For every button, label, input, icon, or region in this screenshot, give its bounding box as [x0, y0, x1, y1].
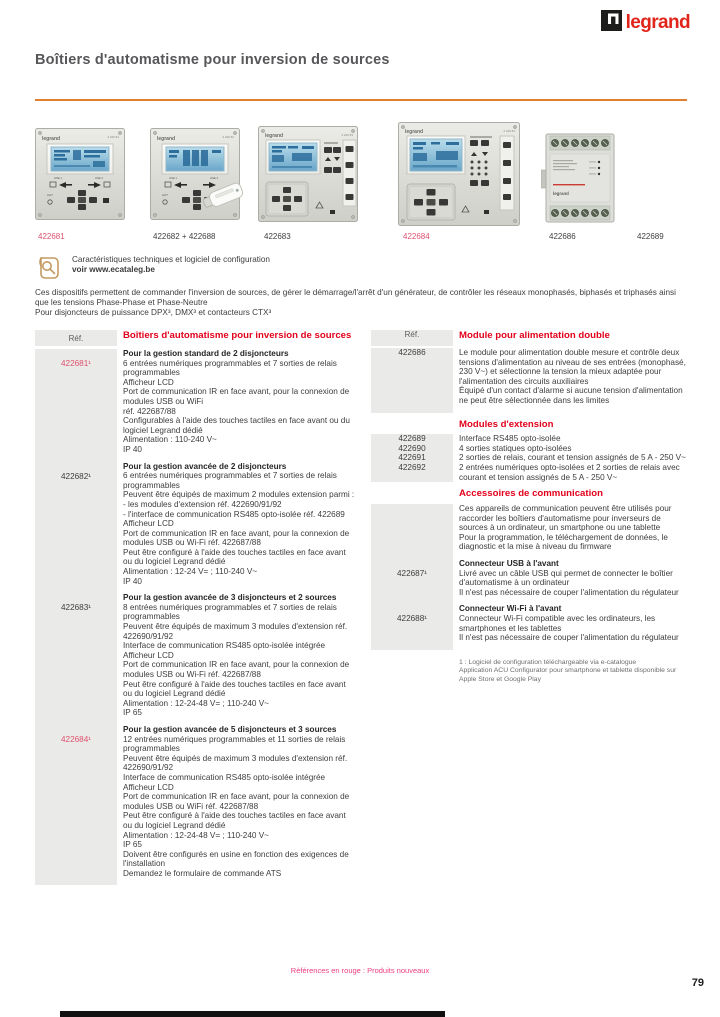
- spec-line: Afficheur LCD: [123, 782, 174, 792]
- ref-cell: [371, 434, 453, 444]
- ref-number: 422683¹: [60, 603, 92, 613]
- spec-line: Port de communication IR en face avant, pour la connexion de modules USB ou Wi-Fi réf. 422687/88: [123, 660, 350, 679]
- left-products-table: [35, 330, 357, 885]
- svg-text:legrand: legrand: [157, 136, 176, 142]
- row-content: [453, 604, 688, 649]
- ref-cell: [371, 348, 453, 413]
- legrand-logo-text: legrand: [625, 12, 690, 33]
- spec-line: Alimentation : 110-240 V~: [123, 435, 217, 445]
- section-content: [117, 593, 357, 725]
- title-rule: [35, 99, 687, 101]
- section-intro: [453, 504, 688, 559]
- ref-number: 422688¹: [396, 614, 428, 624]
- ref-cell-spacer: [371, 419, 453, 433]
- ref-cell: [371, 453, 453, 463]
- ref-cell-spacer: [371, 488, 453, 502]
- ref-number: 422686: [398, 348, 426, 357]
- ref-cell: [35, 349, 117, 462]
- spec-line: Afficheur LCD: [123, 650, 174, 660]
- spec-line: Afficheur LCD: [123, 519, 174, 529]
- intro-line: Pour la programmation, le téléchargement de données, le diagnostic et la mise à niveau du firmware: [459, 532, 668, 552]
- section-header-row: [371, 330, 688, 346]
- spec-line: Port de communication IR en face avant, pour la connexion de modules USB ou WiFi: [123, 387, 350, 406]
- spec-line: 2 entrées numériques opto-isolées et 2 sorties de relais avec courant et tension assignés de 5 A - 250 V~: [459, 463, 680, 482]
- section-header-row: [371, 488, 688, 502]
- spec-line: réf. 422687/88: [123, 406, 176, 416]
- spec-line: Configurables à l'aide des touches tactiles en face avant ou du logiciel Legrand dédié: [123, 416, 350, 435]
- product-row: [371, 604, 688, 649]
- row-content: [453, 559, 688, 604]
- table-section-block: [371, 419, 688, 483]
- spec-line: IP 65: [123, 708, 142, 718]
- product-image-422686: [541, 128, 619, 233]
- product-row: [371, 559, 688, 604]
- product-row: [371, 348, 688, 413]
- spec-line: Alimentation : 12-24-48 V= ; 110-240 V~: [123, 830, 269, 840]
- spec-line: Peuvent être équipés de maximum 3 modules d'extension réf. 422690/91/92: [123, 753, 348, 773]
- section-content: [117, 462, 357, 594]
- svg-text:4 226 81: 4 226 81: [107, 135, 119, 139]
- ref-number: 422690: [398, 443, 426, 453]
- ecatalog-block: [37, 255, 270, 286]
- row-content: [453, 444, 688, 454]
- section-intro-row: [371, 504, 688, 559]
- svg-text:LINE 1: LINE 1: [169, 177, 177, 180]
- ref-number: 422692: [398, 463, 426, 473]
- svg-text:legrand: legrand: [405, 129, 424, 135]
- ref-cell: [35, 593, 117, 725]
- row-heading: Connecteur USB à l'avant: [459, 558, 559, 568]
- left-table-title: Boîtiers d'automatisme pour inversion de sources: [123, 330, 352, 341]
- spec-line: Demandez le formulaire de commande ATS: [123, 868, 282, 878]
- spec-line: Doivent être configurés en usine en fonction des exigences de l'installation: [123, 849, 349, 869]
- spec-line: Le module pour alimentation double mesure et contrôle deux tensions d'alimentation au niveau de ses entrées (monophasé, 230 V~) et sélectionne la tension la mieux adaptée pour l'alimentation des circuits auxiliaires: [459, 348, 686, 386]
- table-section-block: [371, 330, 688, 413]
- spec-line: Livré avec un câble USB qui permet de connecter le boîtier d'automatisme à un ordinateur: [459, 568, 673, 588]
- product-caption-422684: 422684: [403, 232, 430, 241]
- ref-number: 422684¹: [60, 734, 92, 744]
- footnote-line-1: 1 : Logiciel de configuration téléchargeable via e-catalogue: [459, 658, 637, 666]
- product-row: [371, 463, 688, 482]
- spec-line: Peut être configuré à l'aide des touches tactiles en face avant ou du logiciel Legrand dédié: [123, 679, 346, 699]
- product-row: [371, 434, 688, 444]
- spec-line: Port de communication IR en face avant, pour la connexion de modules USB ou Wi-Fi réf. 422687/88: [123, 528, 350, 548]
- product-image-422681: [35, 128, 125, 225]
- row-content: [453, 434, 688, 444]
- section-title: Module pour alimentation double: [459, 330, 610, 341]
- ref-cell: [371, 604, 453, 649]
- svg-text:AUT: AUT: [162, 193, 168, 197]
- ref-number: 422691: [398, 453, 426, 463]
- spec-line: IP 40: [123, 576, 142, 586]
- spec-line: Il n'est pas nécessaire de couper l'alimentation du régulateur: [459, 587, 679, 597]
- spec-line: Peut être configuré à l'aide des touches tactiles en face avant ou du logiciel Legrand dédié: [123, 811, 346, 830]
- spec-line: Connecteur Wi-Fi compatible avec les ordinateurs, les smartphones et les tablettes: [459, 613, 656, 633]
- page-number: 79: [691, 977, 704, 989]
- ref-number: 422687¹: [396, 568, 428, 578]
- product-image-422682-422688: [150, 128, 245, 225]
- spec-line: 6 entrées numériques programmables et 7 sorties de relais programmables: [123, 358, 337, 378]
- product-caption-422681: 422681: [38, 232, 65, 241]
- ref-number: 422689: [398, 434, 426, 444]
- spec-line: 4 sorties statiques opto-isolées: [459, 443, 572, 453]
- product-section: [35, 462, 357, 594]
- spec-line: Alimentation : 12-24 V= ; 110-240 V~: [123, 567, 258, 577]
- section-header-row: [371, 419, 688, 433]
- ecatalog-url: voir www.ecataleg.be: [72, 265, 155, 275]
- product-caption-422686: 422686: [549, 232, 576, 241]
- section-heading: Pour la gestion standard de 2 disjoncteurs: [123, 349, 289, 358]
- section-title: Accessoires de communication: [459, 488, 603, 500]
- product-caption-422689: 422689: [637, 232, 664, 241]
- svg-text:4 226 82: 4 226 82: [222, 135, 234, 139]
- product-caption-422683: 422683: [264, 232, 291, 241]
- product-row: [371, 453, 688, 463]
- spec-line: Port de communication IR en face avant, pour la connexion de modules USB ou WiFi réf. 422687/88: [123, 792, 350, 811]
- svg-text:legrand: legrand: [265, 133, 284, 139]
- svg-text:4 226 83: 4 226 83: [341, 133, 353, 137]
- product-image-422684: [398, 122, 520, 231]
- spec-line: Interface RS485 opto-isolée: [459, 434, 561, 444]
- product-section: [35, 349, 357, 462]
- svg-text:LINE 1: LINE 1: [54, 177, 62, 180]
- svg-text:4 226 84: 4 226 84: [503, 129, 515, 133]
- spec-line: Alimentation : 12-24-48 V= ; 110-240 V~: [123, 698, 269, 708]
- spec-line: Afficheur LCD: [123, 377, 174, 387]
- section-heading: Pour la gestion avancée de 3 disjoncteurs et 2 sources: [123, 593, 337, 603]
- svg-text:legrand: legrand: [42, 136, 61, 142]
- ref-column-header: Réf.: [371, 330, 453, 346]
- footnote: [459, 659, 685, 684]
- ecatalog-icon: [37, 255, 62, 286]
- footnote-line-2: Application ACU Configurator pour smartphone et tablette disponible sur Apple Store et Google Play: [459, 667, 677, 683]
- row-content: [453, 453, 688, 463]
- section-title: Modules d'extension: [459, 418, 554, 430]
- left-table-header: [35, 330, 357, 346]
- product-row: [371, 444, 688, 454]
- product-image-422683: [258, 126, 358, 227]
- product-section: [35, 593, 357, 725]
- svg-text:LINE 2: LINE 2: [95, 177, 103, 180]
- spec-line: Interface de communication RS485 opto-isolée intégrée: [123, 772, 326, 782]
- row-heading: Connecteur Wi-Fi à l'avant: [459, 604, 562, 614]
- intro-paragraph-1: Ces dispositifs permettent de commander l'inversion de sources, de gérer le démarrage/l'arrêt d'un générateur, de contrôler les réseaux monophasés, biphasés et triphasés ainsi que les tensions Phase-Phase et Phase-Neutre: [35, 288, 676, 307]
- spec-line: - l'interface de communication RS485 opto-isolée réf. 422689: [123, 509, 345, 519]
- page-title: Boîtiers d'automatisme pour inversion de sources: [35, 52, 390, 68]
- section-content: [117, 725, 357, 886]
- spec-line: - les modules d'extension réf. 422690/91/92: [123, 499, 282, 509]
- legrand-logo: [601, 10, 690, 36]
- section-heading: Pour la gestion avancée de 5 disjoncteurs et 3 sources: [123, 724, 337, 734]
- ref-cell: [35, 725, 117, 886]
- ecatalog-line1: Caractéristiques techniques et logiciel de configuration: [72, 255, 270, 264]
- ref-number: 422682¹: [60, 471, 92, 481]
- left-table-body: [35, 349, 357, 885]
- footer-note: Références en rouge : Produits nouveaux: [290, 966, 430, 975]
- product-caption-422682: 422682 + 422688: [153, 232, 216, 241]
- bottom-bar: [60, 1011, 445, 1017]
- spec-line: Peuvent être équipés de maximum 3 modules d'extension réf. 422690/91/92: [123, 622, 348, 641]
- intro-line: Ces appareils de communication peuvent être utilisés pour raccorder les boîtiers d'automatisme pour inverseurs de sources à un ordinateur, un smartphone ou une tablette: [459, 504, 672, 533]
- spec-line: Équipé d'un contact d'alarme si aucune tension d'alimentation ne peut être sélectionnée dans les limites: [459, 386, 683, 405]
- product-section: [35, 725, 357, 886]
- ref-number: 422681¹: [60, 359, 92, 368]
- right-table-body: [371, 330, 688, 650]
- spec-line: 2 sorties de relais, courant et tension assignés de 5 A - 250 V~: [459, 453, 686, 463]
- spec-line: IP 65: [123, 840, 142, 850]
- ref-cell: [371, 444, 453, 454]
- legrand-logo-icon: [601, 10, 622, 36]
- spec-line: 12 entrées numériques programmables et 11 sorties de relais programmables: [123, 734, 346, 754]
- spec-line: Peuvent être équipés de maximum 2 modules extension parmi :: [123, 490, 355, 500]
- svg-text:legrand: legrand: [553, 191, 569, 196]
- ref-column-header: Réf.: [35, 330, 117, 346]
- ref-cell: [371, 559, 453, 604]
- intro-text: [35, 288, 690, 318]
- spec-line: IP 40: [123, 444, 142, 454]
- row-content: [453, 463, 688, 482]
- spec-line: Il n'est pas nécessaire de couper l'alimentation du régulateur: [459, 633, 679, 643]
- svg-text:AUT: AUT: [47, 193, 53, 197]
- ref-cell: [35, 462, 117, 594]
- ref-cell: [371, 504, 453, 559]
- right-products-table: [371, 330, 688, 684]
- spec-line: 6 entrées numériques programmables et 7 sorties de relais programmables: [123, 471, 337, 490]
- intro-paragraph-2: Pour disjoncteurs de puissance DPX³, DMX³ et contacteurs CTX³: [35, 308, 272, 317]
- section-heading: Pour la gestion avancée de 2 disjoncteurs: [123, 461, 287, 471]
- ref-cell: [371, 463, 453, 482]
- table-section-block: [371, 488, 688, 649]
- svg-text:LINE 2: LINE 2: [210, 177, 218, 180]
- row-content: [453, 348, 688, 413]
- spec-line: Interface de communication RS485 opto-isolée intégrée: [123, 641, 326, 651]
- spec-line: 8 entrées numériques programmables et 7 sorties de relais programmables: [123, 602, 337, 622]
- section-content: [117, 349, 357, 462]
- spec-line: Peut être configuré à l'aide des touches tactiles en face avant ou du logiciel Legrand dédié: [123, 547, 346, 567]
